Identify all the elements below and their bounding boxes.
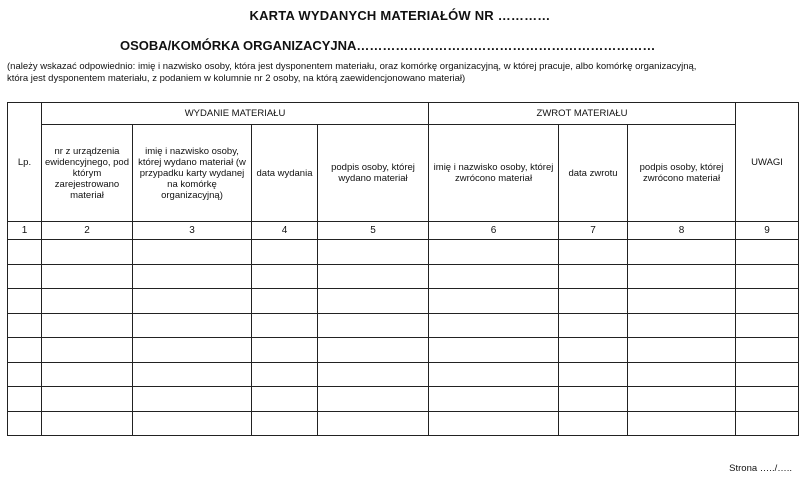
- table-cell[interactable]: [42, 338, 133, 363]
- table-cell[interactable]: [559, 240, 628, 265]
- table-cell[interactable]: [133, 411, 252, 436]
- table-cell[interactable]: [42, 362, 133, 387]
- table-cell[interactable]: [252, 289, 318, 314]
- table-cell[interactable]: [628, 338, 736, 363]
- table-cell[interactable]: [252, 240, 318, 265]
- table-cell[interactable]: [559, 387, 628, 412]
- table-cell[interactable]: [628, 240, 736, 265]
- column-number: 5: [318, 222, 429, 240]
- table-cell[interactable]: [133, 289, 252, 314]
- column-number: 7: [559, 222, 628, 240]
- table-cell[interactable]: [318, 264, 429, 289]
- table-cell[interactable]: [133, 313, 252, 338]
- header-issued-signature: podpis osoby, której wydano materiał: [318, 125, 429, 222]
- table-cell[interactable]: [318, 313, 429, 338]
- page-number: Strona …../…..: [729, 463, 792, 474]
- table-cell[interactable]: [133, 338, 252, 363]
- table-cell[interactable]: [252, 264, 318, 289]
- column-number: 9: [736, 222, 799, 240]
- table-cell[interactable]: [736, 313, 799, 338]
- instruction-note-line-1: (należy wskazać odpowiednio: imię i nazwisko osoby, która jest dysponentem materiału, oraz komórkę organizacyjną, w której pracuje, albo komórkę organizacyjną,: [7, 61, 697, 72]
- table-cell[interactable]: [133, 387, 252, 412]
- instruction-note-line-2: która jest dysponentem materiału, z podaniem w kolumnie nr 2 osoby, na którą zaewidencjonowano materiał): [7, 73, 466, 84]
- form-title: KARTA WYDANYCH MATERIAŁÓW NR …………: [249, 8, 551, 23]
- table-cell[interactable]: [429, 240, 559, 265]
- table-cell[interactable]: [8, 387, 42, 412]
- table-cell[interactable]: [559, 411, 628, 436]
- column-number: 1: [8, 222, 42, 240]
- column-number: 2: [42, 222, 133, 240]
- table-cell[interactable]: [736, 387, 799, 412]
- table-cell[interactable]: [318, 338, 429, 363]
- instruction-note: [7, 61, 797, 85]
- table-row: [8, 240, 799, 265]
- table-cell[interactable]: [252, 338, 318, 363]
- table-cell[interactable]: [42, 240, 133, 265]
- table-cell[interactable]: [559, 362, 628, 387]
- table-cell[interactable]: [429, 411, 559, 436]
- table-cell[interactable]: [559, 289, 628, 314]
- header-issued-to: imię i nazwisko osoby, której wydano materiał (w przypadku karty wydanej na komórkę organizacyjną): [133, 125, 252, 222]
- header-remarks: UWAGI: [736, 103, 799, 222]
- table-cell[interactable]: [133, 240, 252, 265]
- column-number-row: [8, 222, 799, 240]
- table-cell[interactable]: [318, 387, 429, 412]
- table-cell[interactable]: [628, 411, 736, 436]
- table-cell[interactable]: [252, 362, 318, 387]
- table-row: [8, 338, 799, 363]
- column-number: 8: [628, 222, 736, 240]
- table-cell[interactable]: [42, 387, 133, 412]
- column-number: 3: [133, 222, 252, 240]
- table-cell[interactable]: [42, 289, 133, 314]
- table-cell[interactable]: [429, 387, 559, 412]
- table-cell[interactable]: [559, 338, 628, 363]
- table-cell[interactable]: [429, 289, 559, 314]
- column-number: 6: [429, 222, 559, 240]
- table-cell[interactable]: [42, 264, 133, 289]
- table-cell[interactable]: [8, 240, 42, 265]
- table-cell[interactable]: [559, 264, 628, 289]
- table-cell[interactable]: [8, 264, 42, 289]
- table-cell[interactable]: [736, 411, 799, 436]
- table-row: [8, 264, 799, 289]
- table-cell[interactable]: [318, 362, 429, 387]
- table-cell[interactable]: [8, 338, 42, 363]
- table-cell[interactable]: [628, 387, 736, 412]
- table-cell[interactable]: [628, 362, 736, 387]
- table-cell[interactable]: [429, 362, 559, 387]
- materials-table: [7, 102, 799, 436]
- header-group-return: ZWROT MATERIAŁU: [429, 103, 736, 125]
- table-row: [8, 411, 799, 436]
- column-number: 4: [252, 222, 318, 240]
- table-row: [8, 362, 799, 387]
- table-cell[interactable]: [318, 411, 429, 436]
- table-cell[interactable]: [8, 313, 42, 338]
- table-cell[interactable]: [736, 338, 799, 363]
- table-cell[interactable]: [628, 289, 736, 314]
- header-return-date: data zwrotu: [559, 125, 628, 222]
- table-cell[interactable]: [318, 240, 429, 265]
- organizational-unit-line: OSOBA/KOMÓRKA ORGANIZACYJNA……………………………………………………………: [120, 38, 656, 53]
- table-row: [8, 313, 799, 338]
- table-cell[interactable]: [133, 362, 252, 387]
- table-cell[interactable]: [429, 338, 559, 363]
- table-cell[interactable]: [252, 411, 318, 436]
- table-cell[interactable]: [318, 289, 429, 314]
- header-device-number: nr z urządzenia ewidencyjnego, pod którym zarejestrowano materiał: [42, 125, 133, 222]
- table-cell[interactable]: [42, 411, 133, 436]
- header-issue-date: data wydania: [252, 125, 318, 222]
- header-returned-signature: podpis osoby, której zwrócono materiał: [628, 125, 736, 222]
- table-row: [8, 387, 799, 412]
- table-cell[interactable]: [736, 264, 799, 289]
- table-row: [8, 289, 799, 314]
- table-cell[interactable]: [252, 387, 318, 412]
- table-cell[interactable]: [252, 313, 318, 338]
- table-cell[interactable]: [628, 264, 736, 289]
- table-cell[interactable]: [628, 313, 736, 338]
- table-cell[interactable]: [736, 240, 799, 265]
- header-lp: Lp.: [8, 103, 42, 222]
- table-cell[interactable]: [8, 362, 42, 387]
- table-cell[interactable]: [736, 362, 799, 387]
- table-cell[interactable]: [8, 411, 42, 436]
- header-returned-to: imię i nazwisko osoby, której zwrócono materiał: [429, 125, 559, 222]
- table-cell[interactable]: [429, 264, 559, 289]
- table-cell[interactable]: [429, 313, 559, 338]
- table-cell[interactable]: [736, 289, 799, 314]
- table-cell[interactable]: [559, 313, 628, 338]
- header-group-issue: WYDANIE MATERIAŁU: [42, 103, 429, 125]
- table-cell[interactable]: [133, 264, 252, 289]
- table-cell[interactable]: [42, 313, 133, 338]
- table-cell[interactable]: [8, 289, 42, 314]
